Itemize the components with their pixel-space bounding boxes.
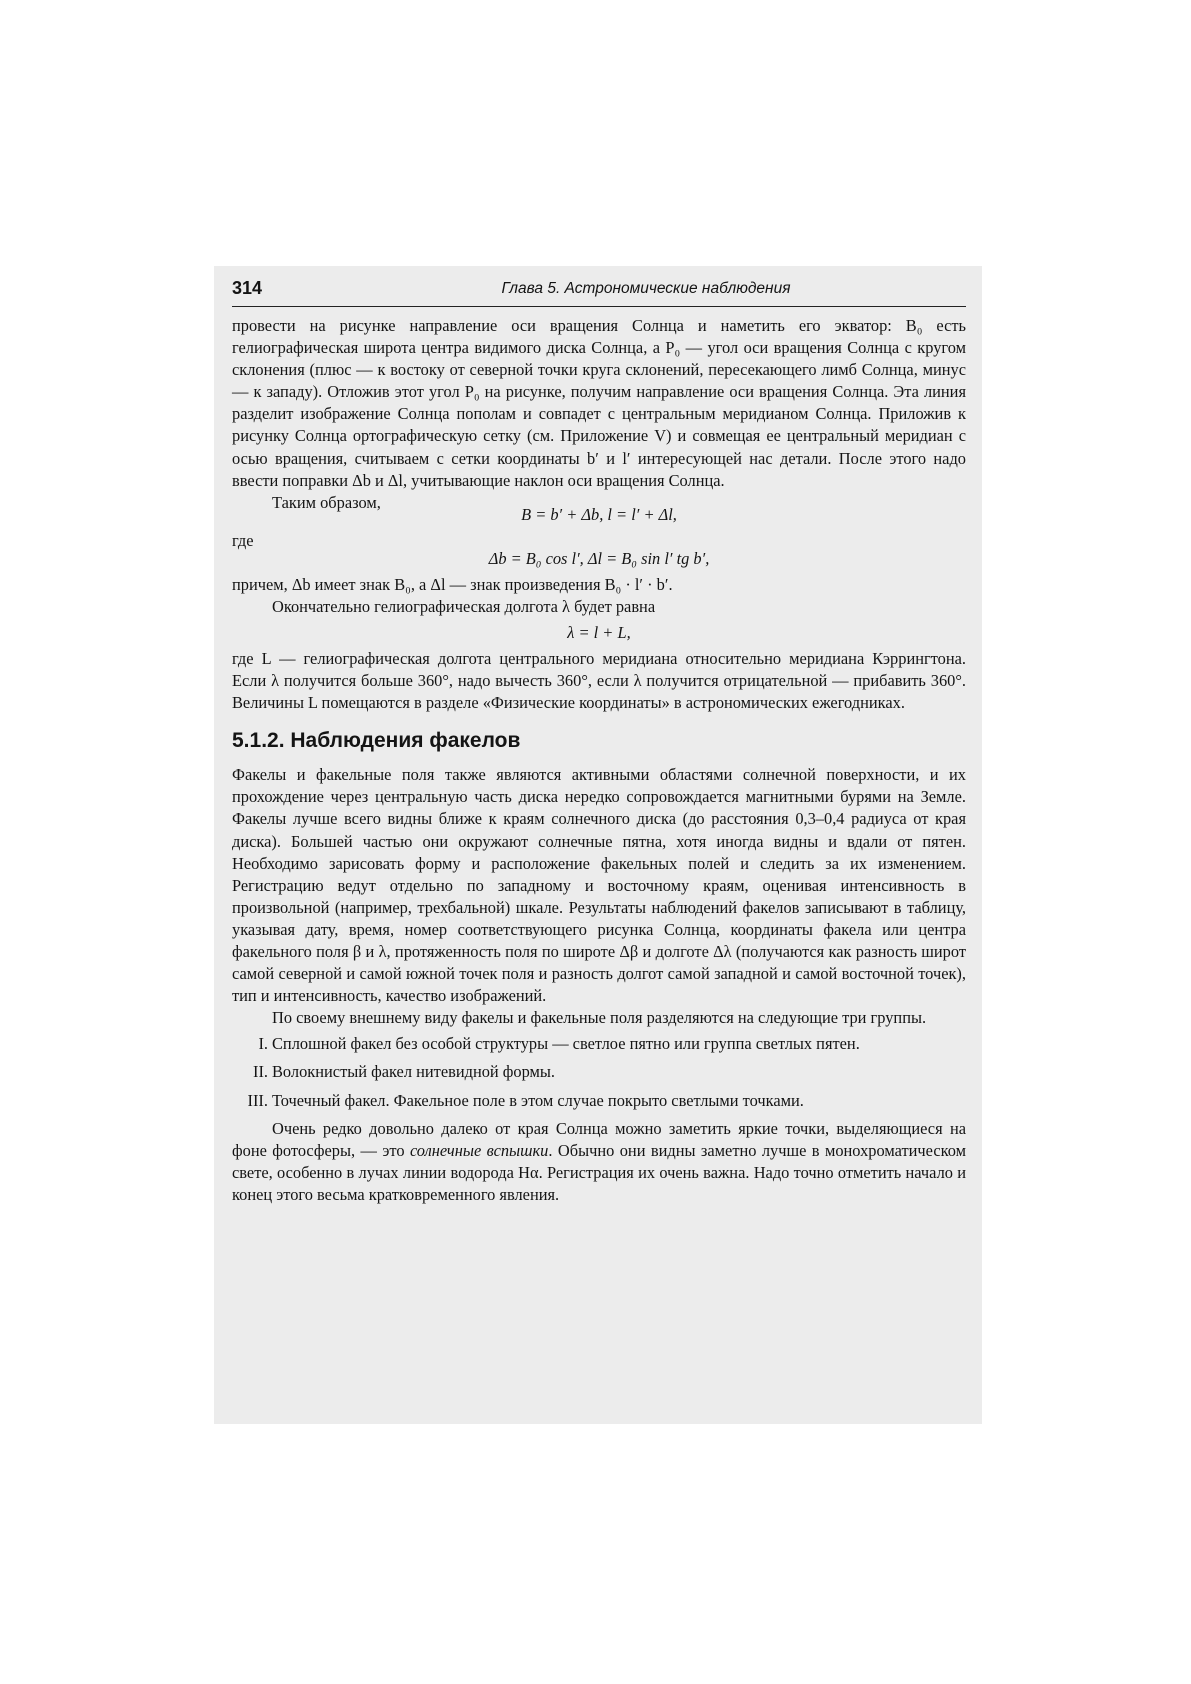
page-header bbox=[232, 276, 966, 307]
book-page bbox=[232, 276, 966, 1206]
list-item: III. Точечный факел. Факельное поле в этом случае покрыто светлыми точками. bbox=[247, 1090, 804, 1110]
paragraph-carrington: где L — гелиографическая долгота центрального меридиана относительно меридиана Кэррингтона. Если λ получится больше 360°, надо вычесть 360°, если λ получится отрицательной — прибавить 360°. Величины L помещаются в разделе «Физические координаты» в астрономических ежегодниках. bbox=[232, 648, 966, 713]
page-content bbox=[232, 315, 966, 1206]
formula-lambda: λ = l + L, bbox=[567, 622, 631, 642]
list-item: II. Волокнистый факел нитевидной формы. bbox=[252, 1062, 556, 1082]
lead-where: где bbox=[232, 530, 254, 550]
section-title: 5.1.2. Наблюдения факелов bbox=[232, 729, 521, 753]
list-item: I. Сплошной факел без особой структуры — светлое пятно или группа светлых пятен. bbox=[258, 1034, 860, 1054]
paragraph-longitude: Окончательно гелиографическая долгота λ будет равна bbox=[272, 596, 656, 616]
page-number: 314 bbox=[232, 278, 263, 298]
paragraph-sign-rule: причем, Δb имеет знак B₀, а Δl — знак произведения B₀ · l′ · b′. bbox=[232, 574, 673, 594]
paragraph-faculae: Факелы и факельные поля также являются активными областями солнечной поверхности, и их прохождение через центральную часть диска нередко сопровождается магнитными бурями на Земле. Факелы лучше всего видны ближе к краям солнечного диска (до расстояния 0,3–0,4 радиуса от края диска). Большей частью они окружают солнечные пятна, хотя иногда видны и вдали от пятен. Необходимо зарисовать форму и расположение факельных полей и следить за их изменением. Регистрацию ведут отдельно по западному и восточному краям, оценивая интенсивность в произвольной (например, трехбальной) шкале. Результаты наблюдений факелов записывают в таблицу, указывая дату, время, номер соответствующего рисунка Солнца, координаты факела или центра факельного поля β и λ, протяженность поля по широте Δβ и долготе Δλ (получаются как разность широт самой северной и самой южной точек поля и разность долгот самой западной и самой восточной точек), тип и интенсивность, качество изображений. bbox=[232, 765, 966, 1006]
formula-delta: Δb = B₀ cos l′, Δl = B₀ sin l′ tg b′, bbox=[488, 548, 710, 568]
paragraph-rotation-axis: провести на рисунке направление оси вращения Солнца и наметить его экватор: B₀ есть гелиографическая широта центра видимого диска Солнца, а P₀ — угол оси вращения Солнца с кругом склонения (плюс — к востоку от северной точки круга склонений, пересекающего лимб Солнца, минус — к западу). Отложив этот угол P₀ на рисунке, получим направление оси вращения Солнца. Эта линия разделит изображение Солнца пополам и совпадет с центральным меридианом Солнца. Приложив к рисунку Солнца ортографическую сетку (см. Приложение V) и совмещая ее центральный меридиан с осью вращения, считываем с сетки координаты b′ и l′ интересующей нас детали. После этого надо ввести поправки Δb и Δl, учитывающие наклон оси вращения Солнца. bbox=[232, 316, 966, 490]
running-title: Глава 5. Астрономические наблюдения bbox=[501, 280, 791, 297]
formula-b-l: B = b′ + Δb, l = l′ + Δl, bbox=[521, 504, 677, 524]
paragraph-flares: Очень редко довольно далеко от края Солнца можно заметить яркие точки, выделяющиеся на фоне фотосферы, — это солнечные вспышки. Обычно они видны заметно лучше в монохроматическом свете, особенно в лучах линии водорода Hα. Регистрация их очень важна. Надо точно отметить начало и конец этого весьма кратковременного явления. bbox=[232, 1118, 966, 1204]
faculae-groups-list bbox=[232, 1033, 966, 1111]
paragraph-groups: По своему внешнему виду факелы и факельные поля разделяются на следующие три группы. bbox=[272, 1008, 927, 1028]
lead-thus: Таким образом, bbox=[272, 492, 381, 512]
flares-term: солнечные вспышки bbox=[409, 1140, 549, 1160]
